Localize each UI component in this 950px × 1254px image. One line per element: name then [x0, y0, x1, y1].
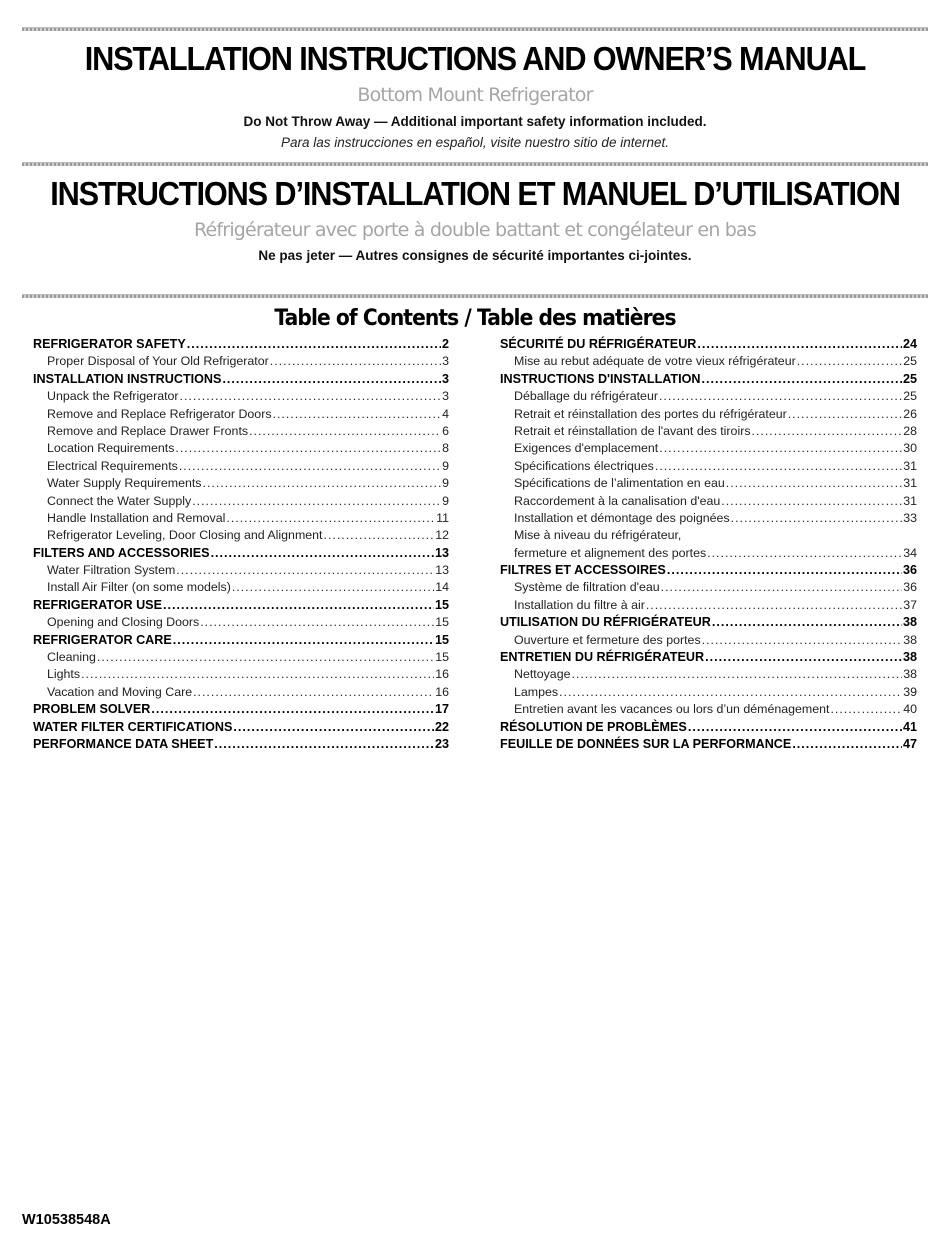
title-english: INSTALLATION INSTRUCTIONS AND OWNER’S MANUAL: [84, 40, 866, 77]
toc-entry-label: Mise à niveau du réfrigérateur,: [514, 528, 682, 543]
toc-section[interactable]: [500, 649, 917, 666]
toc-english-column: [33, 336, 449, 753]
toc-entry-page: 38: [902, 650, 917, 665]
toc-title: Table of Contents / Table des matières: [274, 306, 676, 331]
toc-section[interactable]: [33, 719, 449, 736]
dot-leader: [659, 440, 902, 457]
toc-section[interactable]: [500, 614, 917, 631]
toc-entry[interactable]: [33, 614, 449, 631]
toc-entry-label: Connect the Water Supply: [47, 493, 192, 508]
toc-entry-page: 15: [435, 650, 449, 665]
toc-entry[interactable]: [500, 510, 917, 527]
toc-french-column: [500, 336, 917, 753]
dot-leader: [667, 562, 902, 579]
dot-leader: [705, 649, 902, 666]
toc-entry-label: Proper Disposal of Your Old Refrigerator: [47, 354, 269, 369]
toc-entry-page: 16: [435, 667, 449, 682]
toc-entry-page: 13: [435, 563, 449, 578]
middle-rule: [22, 162, 928, 166]
toc-entry-label: Mise au rebut adéquate de votre vieux réfrigérateur: [514, 354, 796, 369]
notice-english: Do Not Throw Away — Additional important safety information included.: [243, 114, 707, 129]
dot-leader: [752, 423, 903, 440]
toc-entry[interactable]: [500, 423, 917, 440]
toc-entry-label: Lights: [47, 667, 81, 682]
dot-leader: [707, 545, 902, 562]
toc-entry-label: Water Supply Requirements: [47, 476, 202, 491]
dot-leader: [788, 406, 902, 423]
spanish-note: Para las instrucciones en español, visite nuestro sitio de internet.: [281, 135, 669, 150]
toc-entry-page: 11: [436, 510, 449, 525]
toc-entry[interactable]: [33, 458, 449, 475]
toc-entry[interactable]: [500, 527, 917, 562]
toc-entry-page: 36: [902, 563, 917, 578]
toc-entry-label: WATER FILTER CERTIFICATIONS: [33, 719, 233, 734]
toc-entry[interactable]: [33, 684, 449, 701]
toc-entry-page: 39: [903, 684, 917, 699]
toc-entry-label: INSTALLATION INSTRUCTIONS: [33, 371, 222, 386]
toc-entry-page: 31: [903, 476, 917, 491]
toc-entry-label: UTILISATION DU RÉFRIGÉRATEUR: [500, 615, 711, 630]
toc-section[interactable]: [33, 336, 449, 353]
toc-entry-label: FILTERS AND ACCESSORIES: [33, 545, 210, 560]
toc-entry-label: Remove and Replace Drawer Fronts: [47, 423, 249, 438]
toc-section[interactable]: [500, 719, 917, 736]
toc-entry-page: 13: [434, 545, 449, 560]
dot-leader: [797, 353, 902, 370]
subtitle-english: Bottom Mount Refrigerator: [357, 84, 593, 106]
toc-entry-label: REFRIGERATOR CARE: [33, 632, 172, 647]
toc-entry-label: Electrical Requirements: [47, 458, 178, 473]
toc-section[interactable]: [33, 701, 449, 718]
toc-entry-page: 36: [903, 580, 917, 595]
toc-entry[interactable]: [33, 423, 449, 440]
dot-leader: [179, 458, 441, 475]
toc-entry-label: Déballage du réfrigérateur: [514, 389, 658, 404]
toc-entry-page: 31: [903, 493, 917, 508]
toc-entry[interactable]: [33, 579, 449, 596]
toc-entry[interactable]: [33, 666, 449, 683]
dot-leader: [173, 632, 434, 649]
toc-entry-label: Remove and Replace Refrigerator Doors: [47, 406, 272, 421]
dot-leader: [249, 423, 441, 440]
toc-entry-label: SÉCURITÉ DU RÉFRIGÉRATEUR: [500, 337, 697, 351]
dot-leader: [233, 719, 434, 736]
toc-entry-label: Spécifications de l’alimentation en eau: [514, 476, 725, 491]
toc-entry-label: Installation et démontage des poignées: [514, 510, 730, 525]
toc-entry-page: 9: [442, 493, 449, 508]
toc-entry-page: 34: [903, 545, 917, 560]
toc-entry-label: Cleaning: [47, 650, 96, 665]
toc-entry-page: 14: [435, 580, 449, 595]
dot-leader: [81, 666, 434, 683]
toc-entry-page: 26: [903, 406, 917, 421]
toc-entry[interactable]: [500, 440, 917, 457]
toc-entry-label: REFRIGERATOR SAFETY: [33, 337, 186, 351]
toc-rule: [22, 294, 928, 298]
dot-leader: [175, 440, 441, 457]
toc-entry-page: 41: [902, 719, 917, 734]
dot-leader: [222, 371, 441, 388]
toc-section[interactable]: [500, 562, 917, 579]
toc-entry-page: 17: [434, 702, 449, 717]
toc-entry-page: 33: [903, 510, 917, 525]
toc-entry[interactable]: [33, 562, 449, 579]
toc-entry-page: 47: [902, 736, 917, 751]
toc-entry[interactable]: [500, 475, 917, 492]
toc-entry-label: Opening and Closing Doors: [47, 615, 200, 630]
toc-entry-page: 37: [903, 597, 917, 612]
dot-leader: [702, 632, 903, 649]
toc-entry-label: Refrigerator Leveling, Door Closing and Alignment: [47, 528, 323, 543]
dot-leader: [324, 527, 435, 544]
toc-entry-label: RÉSOLUTION DE PROBLÈMES: [500, 719, 687, 734]
toc-entry-label: Install Air Filter (on some models): [47, 580, 231, 595]
dot-leader: [646, 597, 902, 614]
toc-entry-label: Handle Installation and Removal: [47, 510, 226, 525]
toc-entry-label: Installation du filtre à air: [514, 597, 645, 612]
dot-leader: [688, 719, 902, 736]
toc-entry-label: FEUILLE DE DONNÉES SUR LA PERFORMANCE: [500, 736, 792, 751]
toc-entry-label: Retrait et réinstallation de l'avant des tiroirs: [514, 423, 751, 438]
toc-entry[interactable]: [33, 475, 449, 492]
toc-entry-page: 38: [903, 632, 917, 647]
dot-leader: [726, 475, 902, 492]
dot-leader: [571, 666, 902, 683]
toc-entry-page: 25: [903, 354, 917, 369]
toc-entry-page: 2: [441, 337, 449, 351]
toc-entry-page: 3: [442, 389, 449, 404]
toc-section[interactable]: [33, 545, 449, 562]
toc-entry[interactable]: [500, 458, 917, 475]
dot-leader: [203, 475, 442, 492]
dot-leader: [270, 353, 441, 370]
toc-entry[interactable]: [33, 510, 449, 527]
dot-leader: [180, 388, 442, 405]
toc-entry-page: 9: [442, 458, 449, 473]
toc-entry-page: 40: [903, 702, 917, 717]
toc-entry-page: 12: [435, 528, 449, 543]
toc-entry[interactable]: [500, 684, 917, 701]
toc-entry[interactable]: [33, 527, 449, 544]
toc-entry-label: Location Requirements: [47, 441, 175, 456]
dot-leader: [655, 458, 902, 475]
toc-entry-page: 8: [442, 441, 449, 456]
toc-entry-label: INSTRUCTIONS D'INSTALLATION: [500, 371, 701, 386]
toc-entry-page: 6: [442, 423, 449, 438]
toc-entry-label: Système de filtration d'eau: [514, 580, 660, 595]
toc-entry-page: 16: [435, 684, 449, 699]
toc-entry-page: 24: [902, 337, 917, 351]
toc-entry-label: FILTRES ET ACCESSOIRES: [500, 563, 666, 578]
toc-section[interactable]: [33, 632, 449, 649]
toc-entry-label: Spécifications électriques: [514, 458, 654, 473]
toc-entry-label: Entretien avant les vacances ou lors d’un déménagement: [514, 702, 830, 717]
dot-leader: [163, 597, 434, 614]
toc-entry[interactable]: [500, 701, 917, 718]
toc-entry-page: 9: [442, 476, 449, 491]
dot-leader: [659, 388, 902, 405]
toc-entry[interactable]: [33, 353, 449, 370]
dot-leader: [187, 336, 441, 353]
toc-entry-page: 15: [434, 597, 449, 612]
toc-section[interactable]: [500, 336, 917, 353]
toc-entry-page: 28: [903, 423, 917, 438]
toc-entry-page: 22: [434, 719, 449, 734]
toc-entry-label: REFRIGERATOR USE: [33, 597, 162, 612]
toc-entry-label: Retrait et réinstallation des portes du réfrigérateur: [514, 406, 787, 421]
toc-entry-label: Exigences d'emplacement: [514, 441, 659, 456]
toc-section[interactable]: [33, 597, 449, 614]
toc-entry-page: 3: [441, 371, 449, 386]
toc-entry-page: 25: [903, 389, 917, 404]
toc-section[interactable]: [33, 736, 449, 753]
toc-entry[interactable]: [33, 388, 449, 405]
toc-entry-label: PROBLEM SOLVER: [33, 702, 151, 717]
dot-leader: [97, 649, 434, 666]
dot-leader: [273, 406, 442, 423]
toc-entry-page: 3: [442, 354, 449, 369]
toc-section[interactable]: [500, 736, 917, 753]
toc-entry-page: 38: [903, 667, 917, 682]
toc-entry-page: 15: [434, 632, 449, 647]
toc-entry[interactable]: [33, 406, 449, 423]
toc-entry-page: 31: [903, 458, 917, 473]
toc-entry-line2: [514, 545, 917, 562]
toc-entry[interactable]: [500, 579, 917, 596]
dot-leader: [200, 614, 434, 631]
toc-entry-label: Water Filtration System: [47, 563, 176, 578]
dot-leader: [211, 545, 434, 562]
toc-entry[interactable]: [33, 649, 449, 666]
toc-entry[interactable]: [33, 493, 449, 510]
dot-leader: [559, 684, 902, 701]
toc-entry[interactable]: [500, 493, 917, 510]
toc-entry[interactable]: [500, 666, 917, 683]
title-french: INSTRUCTIONS D’INSTALLATION ET MANUEL D’UTILISATION: [50, 175, 900, 212]
toc-entry-label: Unpack the Refrigerator: [47, 389, 179, 404]
toc-entry[interactable]: [500, 632, 917, 649]
toc-entry-label: PERFORMANCE DATA SHEET: [33, 736, 214, 751]
dot-leader: [232, 579, 434, 596]
subtitle-french: Réfrigérateur avec porte à double battant et congélateur en bas: [193, 219, 757, 241]
dot-leader: [661, 579, 903, 596]
toc-entry-page: 25: [902, 371, 917, 386]
dot-leader: [792, 736, 902, 753]
notice-french: Ne pas jeter — Autres consignes de sécurité importantes ci-jointes.: [258, 248, 692, 263]
dot-leader: [721, 493, 902, 510]
top-rule: [22, 27, 928, 31]
dot-leader: [697, 336, 902, 353]
toc-entry[interactable]: [500, 597, 917, 614]
dot-leader: [226, 510, 435, 527]
toc-section[interactable]: [33, 371, 449, 388]
dot-leader: [712, 614, 902, 631]
dot-leader: [193, 684, 434, 701]
toc-entry-label: Raccordement à la canalisation d'eau: [514, 493, 721, 508]
toc-entry-label-cont: fermeture et alignement des portes: [514, 545, 707, 560]
toc-entry-label: Lampes: [514, 684, 559, 699]
toc-entry[interactable]: [500, 388, 917, 405]
toc-entry[interactable]: [33, 440, 449, 457]
toc-entry-label: Vacation and Moving Care: [47, 684, 193, 699]
toc-entry-page: 30: [903, 441, 917, 456]
toc-entry-page: 23: [434, 736, 449, 751]
toc-entry-page: 38: [902, 615, 917, 630]
toc-entry[interactable]: [500, 353, 917, 370]
toc-entry-label: ENTRETIEN DU RÉFRIGÉRATEUR: [500, 650, 705, 665]
part-number: W10538548A: [22, 1212, 111, 1228]
dot-leader: [151, 701, 434, 718]
dot-leader: [830, 701, 902, 718]
toc-entry[interactable]: [500, 406, 917, 423]
dot-leader: [192, 493, 441, 510]
toc-section[interactable]: [500, 371, 917, 388]
toc-entry-label: Ouverture et fermeture des portes: [514, 632, 701, 647]
toc-entry-page: 15: [435, 615, 449, 630]
dot-leader: [702, 371, 902, 388]
dot-leader: [214, 736, 434, 753]
toc-entry-page: 4: [442, 406, 449, 421]
toc-entry-label: Nettoyage: [514, 667, 571, 682]
dot-leader: [176, 562, 434, 579]
dot-leader: [731, 510, 903, 527]
